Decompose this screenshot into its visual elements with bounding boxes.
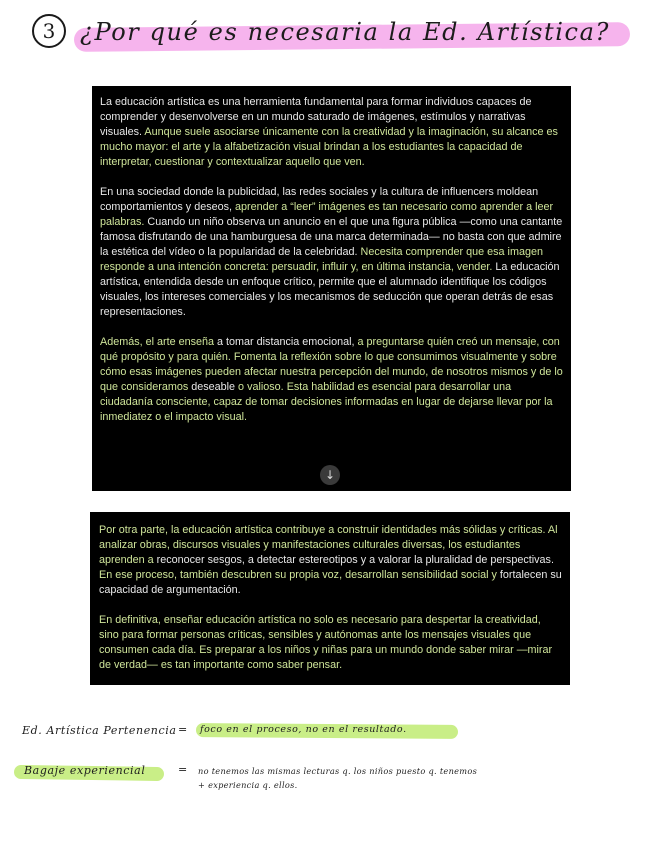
text-segment: reconocer sesgos, a detectar estereotipos y a valorar la pluralidad de perspectivas.: [156, 554, 554, 566]
highlighted-text-segment: Además, el arte enseña: [100, 336, 218, 348]
text-segment: La educación artística es una herramienta fundamental para formar individuos capaces de comprender y desenvolverse en un mundo saturado de imágenes, estímulos y narrativas visuales.: [100, 96, 532, 138]
heading-text: ¿Por qué es necesaria la Ed. Artística?: [80, 18, 610, 46]
highlighted-text-segment: Esta habilidad es esencial para desarrollar una ciudadanía consciente, capaz de tomar decisiones informadas en lugar de dejarse llevar por la inmediatez o el impacto visual.: [100, 381, 553, 423]
text-segment: deseable: [191, 381, 236, 393]
highlighted-text-segment: Aunque suele asociarse únicamente con la creatividad y la imaginación, su alcance es mucho mayor: el arte y la alfabetización visual brindan a los estudiantes la capacidad de interpretar, cuestionar y contextualizar aquello que ven.: [100, 126, 558, 168]
text-segment: Cuando un niño observa un anuncio en el que una figura pública —como una cantante famosa disfrutando de una hamburguesa de una marca determinada— no basta con que admire la estética del vídeo o la popularidad de la celebridad.: [100, 216, 563, 258]
note2-definition-line-1: no tenemos las mismas lecturas q. los niños puesto q. tenemos: [198, 766, 478, 776]
note2-term: Bagaje experiencial: [24, 764, 146, 777]
highlighted-text-segment: En ese proceso, también descubren su propia voz, desarrollan sensibilidad social y: [99, 569, 500, 581]
highlighted-text-segment: En definitiva, enseñar educación artística no solo es necesario para despertar la creatividad, sino para formar personas críticas, sensibles y autónomas ante los mensajes visuales que consumen cada día. Es preparar a los niños y niñas para un mundo donde saber mirar —mirar de verdad— es tan importante como saber pensar.: [99, 614, 553, 671]
highlighted-text-segment: Necesita comprender que esa imagen responde a una intención concreta: persuadir, influir y, en última instancia, vender.: [100, 246, 543, 273]
handwritten-heading: [28, 12, 638, 56]
text-segment: fortalecen su capacidad de argumentación.: [99, 569, 562, 596]
panel1-paragraph-1: [100, 95, 563, 170]
highlighted-text-segment: aprender a “leer” imágenes es tan necesario como aprender a leer palabras.: [100, 201, 554, 228]
highlighted-text-segment: o valioso.: [235, 381, 287, 393]
note1-definition: foco en el proceso, no en el resultado.: [200, 724, 407, 735]
note2-equals: =: [178, 763, 188, 776]
panel2-paragraph-2: [99, 613, 562, 673]
arrow-down-icon: ↓: [324, 468, 336, 482]
highlighted-text-segment: a preguntarse quién creó un mensaje, con qué propósito y para quién. Fomenta la reflexión sobre lo que consumimos visualmente y sobre cómo esas imágenes pueden afectar nuestra percepción del mundo, de nosotros mismos y de lo que consideramos: [100, 336, 563, 393]
note1-term: Ed. Artística Pertenencia: [22, 724, 177, 737]
note2-definition-line-2: + experiencia q. ellos.: [198, 780, 298, 790]
note1-equals: =: [178, 723, 188, 736]
panel2-paragraph-1: [99, 523, 562, 598]
text-segment: En una sociedad donde la publicidad, las redes sociales y la cultura de influencers moldean comportamientos y deseos,: [100, 186, 539, 213]
scroll-down-button[interactable]: [320, 465, 340, 485]
panel1-paragraph-2: [100, 185, 563, 320]
text-segment: La educación artística, entendida desde un enfoque crítico, permite que el alumnado identifique los códigos visuales, los intereses comerciales y los mecanismos de seducción que operan detrás de esas representaciones.: [100, 261, 560, 318]
text-panel-1: [92, 86, 571, 491]
text-panel-2: [90, 512, 570, 685]
highlighted-text-segment: Por otra parte, la educación artística contribuye a construir identidades más sólidas y críticas. Al analizar obras, discursos visuales y manifestaciones culturales diversas, los estudiantes aprenden a: [99, 524, 558, 566]
text-segment: a tomar distancia emocional,: [217, 336, 358, 348]
heading-number-circle: 3: [32, 14, 66, 48]
panel1-paragraph-3: [100, 335, 563, 425]
